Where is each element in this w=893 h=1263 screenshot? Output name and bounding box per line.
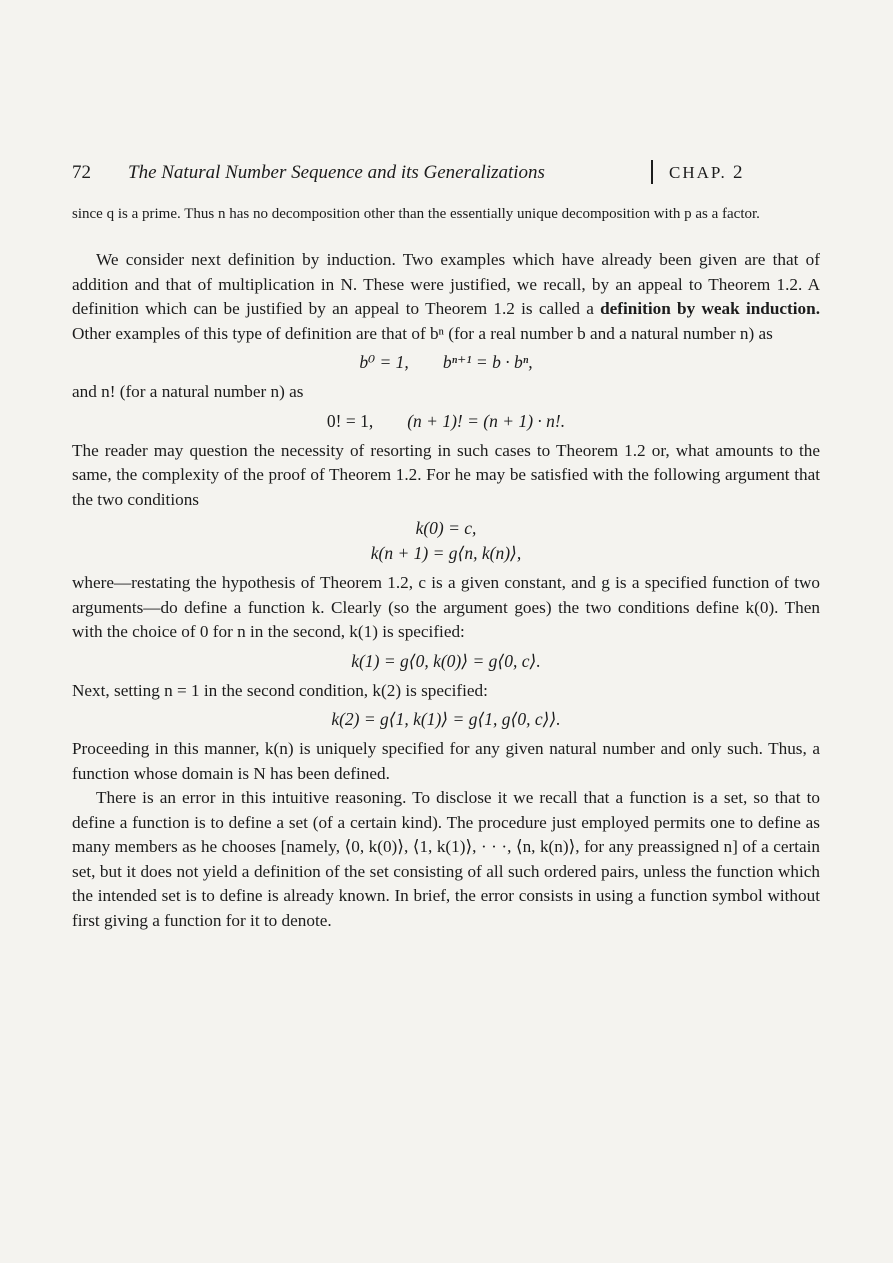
paragraph-induction-intro-a: We consider next definition by induction. Two examples which have already been given are that of addition and that of multiplication in N. These were justified, we recall, by an appeal to Theorem 1.2. A definition which can be justified by an appeal to Theorem 1.2 is called a [72,250,820,318]
paragraph-induction-intro-b: Other examples of this type of definition are that of bⁿ (for a real number b and a natural number n) as [72,323,773,343]
eq-condition-step: k(n + 1) = g⟨n, k(n)⟩, [370,543,522,563]
eq-power-step: bⁿ⁺¹ = b · bⁿ, [442,352,533,372]
page-number: 72 [72,162,91,183]
paragraph-next-setting: Next, setting n = 1 in the second condition, k(2) is specified: [72,680,488,700]
header-divider [651,160,653,184]
eq-power-base: b⁰ = 1, [359,352,409,372]
eq-factorial-step: (n + 1)! = (n + 1) · n!. [407,410,566,431]
chapter-label [669,162,742,184]
paragraph-proceeding: Proceeding in this manner, k(n) is uniquely specified for any given natural number and only such. Thus, a function whose domain is N has been defined. [72,739,820,783]
chapter-number: 2 [732,162,743,183]
equation-power [72,350,820,375]
eq-condition-base: k(0) = c, [415,518,477,538]
paragraph-hypothesis: where—restating the hypothesis of Theorem 1.2, c is a given constant, and g is a specified function of two arguments—do define a function k. Clearly (so the argument goes) the two conditions define k(0). Then with the choice of 0 for n in the second, k(1) is specified: [72,573,820,641]
paragraph-error: There is an error in this intuitive reasoning. To disclose it we recall that a function is a set, so that to define a function is to define a set (of a certain kind). The procedure just employed permits one to define as many members as he chooses [namely, ⟨0, k(0)⟩, ⟨1, k(1)⟩, · · ·, ⟨n, k(n)⟩, for any preassigned n] of a certain set, but it does not yield a definition of the set consisting of all such ordered pairs, unless the function which the intended set is to define is already known. In brief, the error consists in using a function symbol without first giving a function for it to denote. [72,788,820,930]
equation-conditions [72,516,820,566]
page-body [72,204,820,933]
equation-k2: k(2) = g⟨1, k(1)⟩ = g⟨1, g⟨0, c⟩⟩. [331,709,561,729]
paragraph-reader-question: The reader may question the necessity of resorting in such cases to Theorem 1.2 or, what amounts to the same, the complexity of the proof of Theorem 1.2. For he may be satisfied with the following argument that the two conditions [72,440,820,509]
paragraph-induction-intro [72,248,820,346]
eq-factorial-base: 0! = 1, [326,410,374,431]
term-weak-induction: definition by weak induction. [600,299,820,318]
equation-factorial [72,409,820,434]
running-title: The Natural Number Sequence and its Generalizations [128,162,545,183]
chapter-label-text: CHAP. [669,163,727,182]
paragraph-factorial: and n! (for a natural number n) as [72,382,304,401]
equation-k1: k(1) = g⟨0, k(0)⟩ = g⟨0, c⟩. [351,650,541,671]
paragraph-continuation: since q is a prime. Thus n has no decomposition other than the essentially unique decomposition with p as a factor. [72,206,760,222]
